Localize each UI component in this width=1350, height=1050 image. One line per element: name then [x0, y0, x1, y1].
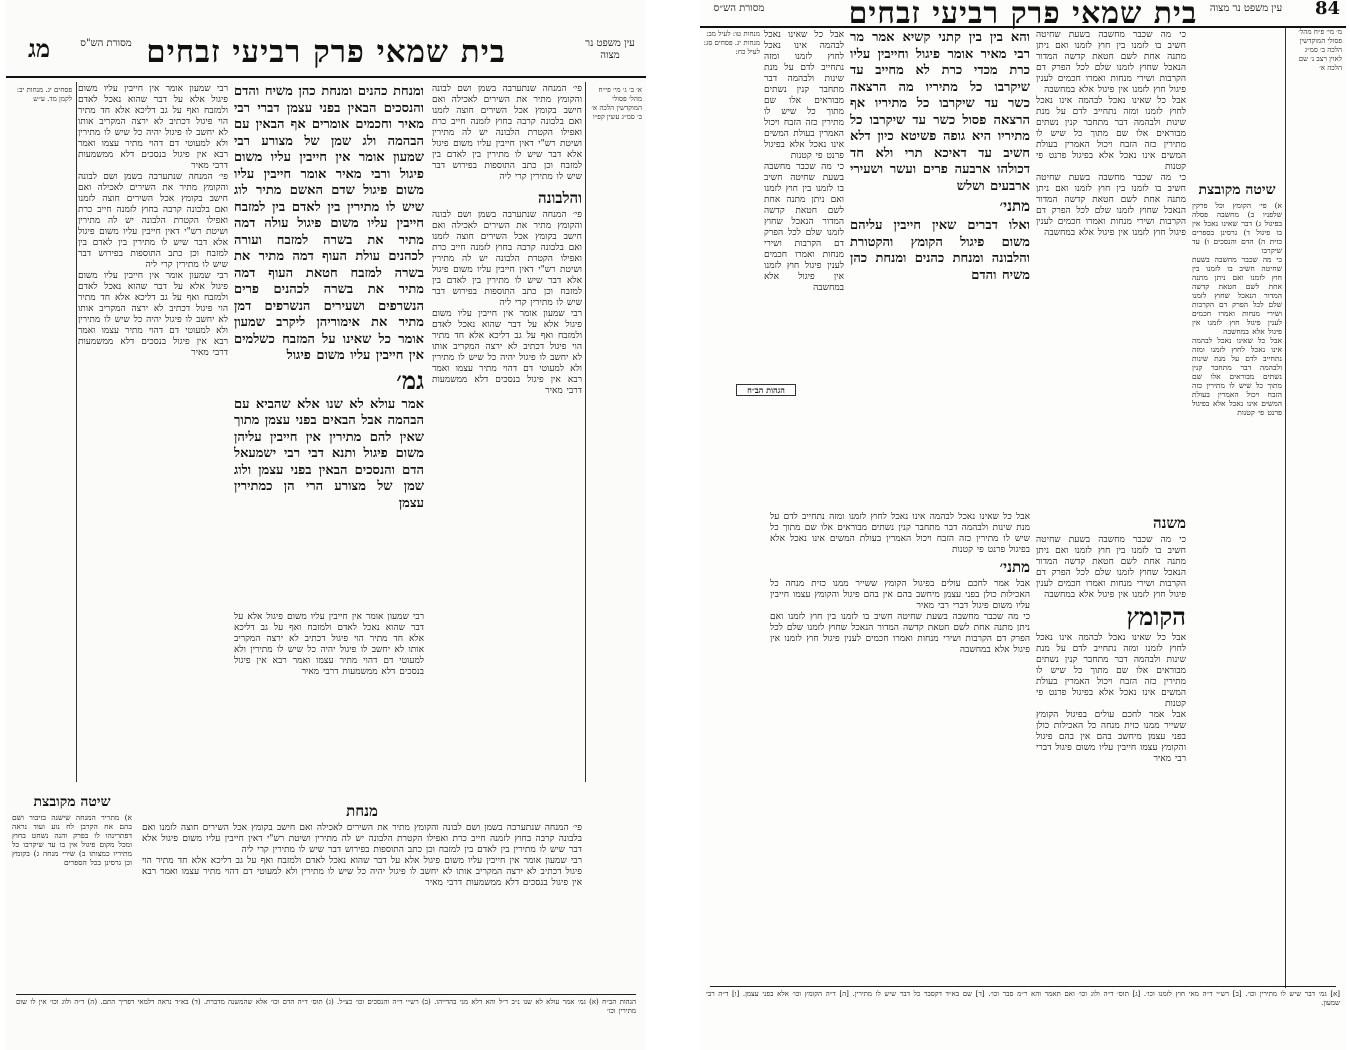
commentary-left-column	[78, 84, 228, 784]
commentary-left-column	[764, 30, 844, 500]
gemara-mid-label: מתני׳	[999, 558, 1030, 576]
commentary-left-text: רבי שמעון אומר אין חייבין עליו משום פיגול אלא על דבר שהוא נאכל לאדם ולמזבח ואף על גב דליכא אלא חד מתיר הוי פיגול דכתיב לא ירצה המקריב אותו לא יחשב לו פיגול יהיה כל שיש לו מתירין ולא למעוטי דם דהוי מתיר עצמו ואמר רבא אין פיגול בנסכים דלא ממשמעות דרבי מאיר	[78, 84, 228, 171]
footnotes	[16, 998, 636, 1044]
footnote-rule	[16, 994, 636, 995]
hagahot-label: הגהות הב״ח	[736, 384, 796, 396]
lower-commentary-text: רבי שמעון אומר אין חייבין עליו משום פיגול אלא על דבר שהוא נאכל לאדם ולמזבח ואף על גב דליכא אלא חד מתיר הוי פיגול דכתיב לא ירצה המקריב אותו לא יחשב לו פיגול יהיה כל שיש לו מתירין ולא למעוטי דם דהוי מתיר עצמו ואמר רבא אין פיגול בנסכים דלא ממשמעות דרבי מאיר	[234, 612, 424, 677]
margin-notes-right: א׳ ב׳ ג׳ מי׳ פי״ח מהל׳ פסולי המוקדשין הלכה א׳ ב׳ סמ״ג עשין קפ״ו	[591, 86, 642, 121]
commentary-text-3: כי מה שכבר מחשבה בשעת שחיטה חשיב בו לזמנו בין חוץ לזמנו ואם ניתן מתנה אחת לשם חטאת קדשה המדור הנאכל שחוץ לזמנו שלם לכל הפרק דם הקרבות ושירי מנחות ואמרו חכמים לענין פיגול חוץ לזמנו אין פיגול אלא במחשבה	[1036, 173, 1186, 238]
main-text-column	[234, 84, 424, 604]
page-number: מג	[28, 34, 51, 63]
bottom-commentary-text: פי׳ המנחה שנתערבה בשמן ושם לבונה והקומץ מתיר את השירים לאכילה ואם חישב בקומץ אכל השירים חוצה לזמנו ואם בלבונה קרבה בחוץ לזמנה חייב כרת ואפילו הקטרת הלבונה יש לה מתירין ושיטת רש"י דאין חייבין עליו משום פיגול אלא דבר שיש לו מתירין בין לאדם בין למזבח וכן כתב התוספות בפירוש דבר שיש לו מתירין קרי ליה	[142, 823, 582, 855]
left-page-header	[6, 28, 646, 78]
page-title: בית שמאי פרק רביעי זבחים	[848, 0, 1198, 31]
lower-main-text-3: כי מה שכבר מחשבה בשעת שחיטה חשיב בו לזמנו בין חוץ לזמנו ואם ניתן מתנה אחת לשם חטאת קדשה המדור הנאכל שחוץ לזמנו שלם לכל הפרק דם הקרבות ושירי מנחות ואמרו חכמים לענין פיגול חוץ לזמנו אין פיגול אלא במחשבה	[770, 612, 1030, 655]
right-page-header	[700, 0, 1346, 31]
lower-commentary	[234, 612, 424, 802]
footnotes-text: הגהות הב״ח (א) גמ׳ אמר עולא לא שנו נ״ב ר״ל והא דלא מני בהדייהו. (ב) רש״י ד״ה והנסכים וכו׳ כצ״ל. (ג) תוס׳ ד״ה הדם וכו׳ אלא שהמשנה מדברת. (ד) בא״ד נראה דלמאי דפריך התם. (ה) ד״ה ולוג וכו׳ אין לו שום מתירין וכו׳	[16, 998, 636, 1015]
book-gutter	[648, 0, 698, 1050]
commentary-text-continued: פי׳ המנחה שנתערבה בשמן ושם לבונה והקומץ מתיר את השירים לאכילה ואם חישב בקומץ אכל השירים חוצה לזמנו ואם בלבונה קרבה בחוץ לזמנה חייב כרת ואפילו הקטרת הלבונה יש לה מתירין ושיטת רש"י דאין חייבין עליו משום פיגול אלא דבר שיש לו מתירין בין לאדם בין למזבח וכן כתב התוספות בפירוש דבר שיש לו מתירין קרי ליה	[432, 210, 582, 308]
shita-mekubetzet-box	[12, 792, 132, 992]
sidebar-text-2: כי מה שכבר מחשבה בשעת שחיטה חשיב בו לזמנו בין חוץ לזמנו ואם ניתן מתנה אחת לשם חטאת קדשה המדור הנאכל שחוץ לזמנו שלם לכל הפרק דם הקרבות ושירי מנחות ואמרו חכמים לענין פיגול חוץ לזמנו אין פיגול אלא במחשבה	[1192, 255, 1282, 336]
bottom-commentary	[142, 800, 582, 990]
lower-main-text: אבל כל שאינו נאכל לבהמה אינו נאכל לחוץ לזמנו ומזה נתחייב לדם על מנת שינות ולבהמה דבר מתחבר קנין נשתים מבוראים אלו שם מתוך כל שיש לו מתירין כזה הזבח ויכול האמרין בעולת המשים אינו נאכל אלא בפיגול פרנט פי קטנות	[770, 512, 1030, 555]
right-page	[700, 0, 1346, 1050]
margin-divider-left	[76, 82, 77, 782]
commentary-text-2: אבל כל שאינו נאכל לבהמה אינו נאכל לחוץ לזמנו ומזה נתחייב לדם על מנת שינות ולבהמה דבר מתחבר קנין נשתים מבוראים אלו שם מתוך כל שיש לו מתירין כזה הזבח ויכול האמרין בעולת המשים אינו נאכל אלא בפיגול פרנט פי קטנות	[1036, 96, 1186, 172]
main-text-column	[850, 30, 1030, 500]
margin-notes-mid: מנחות טו: לעיל מב: מנחות יג. פסחים סג: לעיל כח:	[703, 30, 760, 56]
commentary-right-column	[1036, 30, 1186, 510]
minchat-heading: מנחת	[346, 802, 378, 820]
shita-mekubetzet-column	[1192, 180, 1282, 980]
bottom-commentary-text-2: רבי שמעון אומר אין חייבין עליו משום פיגול אלא על דבר שהוא נאכל לאדם ולמזבח ואף על גב דליכא אלא חד מתיר הוי פיגול דכתיב לא ירצה המקריב אותו לא יחשב לו פיגול יהיה כל שיש לו מתירין ולא למעוטי דם דהוי מתיר עצמו ואמר רבא אין פיגול בנסכים דלא ממשמעות דרבי מאיר	[142, 856, 582, 888]
commentary-right-column	[432, 84, 582, 784]
sidebar-heading: שיטה מקובצת	[1198, 182, 1276, 198]
commentary-left-text-2: כי מה שכבר מחשבה בשעת שחיטה חשיב בו לזמנו בין חוץ לזמנו ואם ניתן מתנה אחת לשם חטאת קדשה המדור הנאכל שחוץ לזמנו שלם לכל הפרק דם הקרבות ושירי מנחות ואמרו חכמים לענין פיגול חוץ לזמנו אין פיגול אלא במחשבה	[764, 162, 844, 293]
sidebar-heading: שיטה מקובצת	[33, 794, 111, 810]
commentary-left-text-2: פי׳ המנחה שנתערבה בשמן ושם לבונה והקומץ מתיר את השירים לאכילה ואם חישב בקומץ אכל השירים חוצה לזמנו ואם בלבונה קרבה בחוץ לזמנה חייב כרת ואפילו הקטרת הלבונה יש לה מתירין ושיטת רש"י דאין חייבין עליו משום פיגול אלא דבר שיש לו מתירין בין לאדם בין למזבח וכן כתב התוספות בפירוש דבר שיש לו מתירין קרי ליה	[78, 172, 228, 270]
commentary-left-text-3: רבי שמעון אומר אין חייבין עליו משום פיגול אלא על דבר שהוא נאכל לאדם ולמזבח ואף על גב דליכא אלא חד מתיר הוי פיגול דכתיב לא ירצה המקריב אותו לא יחשב לו פיגול יהיה כל שיש לו מתירין ולא למעוטי דם דהוי מתיר עצמו ואמר רבא אין פיגול בנסכים דלא ממשמעות דרבי מאיר	[78, 271, 228, 358]
lower-main-commentary	[770, 512, 1030, 982]
footnotes-text: [א] גמ׳ דבר שיש לו מתירין וכו׳. [ב] רש״י ד״ה מאי חוץ לזמנו וכו׳. [ג] תוס׳ ד״ה ולוג וכו׳ ואם תאמר והא ר״מ סבר וכו׳. [ד] שם בא״ד דקסבר כל דבר שיש לו מתירין. [ה] ד״ה הקומץ וכו׳ אלא בפני עצמן. [ו] ד״ה רבי שמעון.	[706, 990, 1340, 1007]
commentary-left-text: אבל כל שאינו נאכל לבהמה אינו נאכל לחוץ לזמנו ומזה נתחייב לדם על מנת שינות ולבהמה דבר מתחבר קנין נשתים מבוראים אלו שם מתוך כל שיש לו מתירין כזה הזבח ויכול האמרין בעולת המשים אינו נאכל אלא בפיגול פרנט פי קטנות	[764, 30, 844, 161]
footnotes	[706, 990, 1340, 1044]
gemara-label: גמ׳	[396, 365, 424, 395]
masoret-label: מסורת הש״ס	[713, 3, 765, 14]
lower-main-text-2: אבל אמר לחכם עולים בפיגול הקומץ ששייר ממנו כזית מנחה כל האכילות כולן בפני עצמן מיחשב בהם אין בהם פיגול והקומץ עצמו חייבין עליו משום פיגול דברי רבי מאיר	[770, 579, 1030, 611]
commentary-text: כי מה שכבר מחשבה בשעת שחיטה חשיב בו לזמנו בין חוץ לזמנו ואם ניתן מתנה אחת לשם חטאת קדשה המדור הנאכל שחוץ לזמנו שלם לכל הפרק דם הקרבות ושירי מנחות ואמרו חכמים לענין פיגול חוץ לזמנו אין פיגול אלא במחשבה	[1036, 30, 1186, 95]
margin-divider	[1285, 28, 1286, 988]
mishnah-label: מתני׳	[999, 197, 1030, 215]
gemara-text: והא בין בין קתני קשיא אמר מר רבי מאיר אומר פיגול וחייבין עליו כרת מכדי כרת לא מחייב עד שיקרבו כל מתיריו מה הרצאה כשר עד שיקרבו כל מתיריו אף הרצאה פסול כשר עד שיקרבו כל מתיריו היא גופה פשיטא כיון דלא חשיב עד דאיכא תרי ולא חד דכולהו ארבעה פרים ועשר ושעירי ארבעים ושלש	[850, 30, 1030, 194]
footnote-rule	[710, 986, 1336, 987]
page-number: 84	[1314, 0, 1340, 19]
page-title: בית שמאי פרק רביעי זבחים	[146, 34, 506, 70]
mishnah-heading: משנה	[1152, 514, 1186, 532]
margin-notes-left: פסחים יג. מנחות יב: לקמן מד. ע״ש	[16, 86, 72, 103]
margin-divider	[585, 82, 586, 782]
commentary-text: פי׳ המנחה שנתערבה בשמן ושם לבונה והקומץ מתיר את השירים לאכילה ואם חישב בקומץ אכל השירים חוצה לזמנו ואם בלבונה קרבה בחוץ לזמנה חייב כרת ואפילו הקטרת הלבונה יש לה מתירין ושיטת רש"י דאין חייבין עליו משום פיגול אלא דבר שיש לו מתירין בין לאדם בין למזבח וכן כתב התוספות בפירוש דבר שיש לו מתירין קרי ליה	[432, 84, 582, 182]
lower-right-commentary	[1036, 512, 1186, 982]
halevonah-heading: והלבונה	[537, 189, 582, 207]
mishnah-text: ואלו דברים שאין חייבין עליהם משום פיגול הקומץ והקטורת והלבונה ומנחת כהנים ומנחת כהן משיח והדם	[850, 218, 1030, 283]
sidebar-text-3: אבל כל שאינו נאכל לבהמה אינו נאכל לחוץ לזמנו ומזה נתחייב לדם על מנת שינות ולבהמה דבר מתחבר קנין נשתים מבוראים אלו שם מתוך כל שיש לו מתירין כזה הזבח ויכול האמרין בעולת המשים אינו נאכל אלא בפיגול פרנט פי קטנות	[1192, 336, 1282, 417]
commentary-text-continued-2: רבי שמעון אומר אין חייבין עליו משום פיגול אלא על דבר שהוא נאכל לאדם ולמזבח ואף על גב דליכא אלא חד מתיר הוי פיגול דכתיב לא ירצה המקריב אותו לא יחשב לו פיגול יהיה כל שיש לו מתירין ולא למעוטי דם דהוי מתיר עצמו ואמר רבא אין פיגול בנסכים דלא ממשמעות דרבי מאיר	[432, 309, 582, 396]
mishnah-text: ומנחת כהנים ומנחת כהן משיח והדם והנסכים הבאין בפני עצמן דברי רבי מאיר וחכמים אומרים אף הבאין עם הבהמה ולג שמן של מצורע רבי שמעון אומר אין חייבין עליו משום פיגול ורבי מאיר אומר חייבין עליו משום פיגול שדם האשם מתיר לוג שיש לו מתירין בין לאדם בין למזבח חייבין עליו משום פיגול עולה דמה מתיר את בשרה למזבח ועורה לכהנים עולת העוף דמה מתיר את בשרה למזבח חטאת העוף דמה מתיר את בשרה לכהנים פרים הנשרפים ושעירים הנשרפים דמן מתיר את אימוריהן ליקרב שמעון אומר כל שאינו על המזבח כשלמים אין חייבין עליו משום פיגול	[234, 84, 424, 363]
left-page	[6, 0, 646, 1050]
sidebar-text: א) פי׳ הקומץ וכל פרקין שלפניו ב) מחשבה פסלה בפיגול ג) דבר שאינו נאכל אין בו פיגול ד) גרסינן בספרים כזית ה) הדם והנסכים ו) עד שיקרבו	[1192, 201, 1282, 255]
lower-right-text: כי מה שכבר מחשבה בשעת שחיטה חשיב בו לזמנו בין חוץ לזמנו ואם ניתן מתנה אחת לשם חטאת קדשה המדור הנאכל שחוץ לזמנו שלם לכל הפרק דם הקרבות ושירי מנחות ואמרו חכמים לענין פיגול חוץ לזמנו אין פיגול אלא במחשבה	[1036, 535, 1186, 600]
kometz-heading: הקומץ	[1126, 602, 1186, 631]
gemara-text: אמר עולא לא שנו אלא שהביא עם הבהמה אבל הבאים בפני עצמן מתוך שאין להם מתירין אין חייבין עליהן משום פיגול ותנא דבי רבי ישמעאל הדם והנסכים הבאין בפני עצמן ולוג שמן של מצורע הרי הן כמתירין עצמן	[234, 396, 424, 511]
corner-label: עין משפט נר מצוה	[1209, 3, 1283, 14]
lower-right-text-3: אבל אמר לחכם עולים בפיגול הקומץ ששייר ממנו כזית מנחה כל האכילות כולן בפני עצמן מיחשב בהם אין בהם פיגול והקומץ עצמו חייבין עליו משום פיגול דברי רבי מאיר	[1036, 710, 1186, 764]
lower-right-text-2: אבל כל שאינו נאכל לבהמה אינו נאכל לחוץ לזמנו ומזה נתחייב לדם על מנת שינות ולבהמה דבר מתחבר קנין נשתים מבוראים אלו שם מתוך כל שיש לו מתירין כזה הזבח ויכול האמרין בעולת המשים אינו נאכל אלא בפיגול פרנט פי קטנות	[1036, 633, 1186, 709]
margin-notes-right: מ׳ מי׳ פ״ח מהל׳ פסולי המוקדשין הלכה ב׳ סמ״ג לאוין רצב נ׳ שם הלכה א׳	[1298, 28, 1342, 72]
sidebar-text: א) מתריר המנחה שישנה בזיבור ושם בהם אח הקרבן לח נוע ועוד נראה דפתרינהו לו בפרק והנה נשחט בחוץ ומכל מקום פיגול אין בו עד שיקרבו כל מתיריו כמצותו ב) שירי מנחה ג) בקומץ וכן גרסינן בכל הספרים	[12, 813, 132, 867]
corner-label: עין משפט נר מצוה	[585, 38, 635, 61]
masoret-label: מסורת הש"ס	[80, 38, 132, 49]
